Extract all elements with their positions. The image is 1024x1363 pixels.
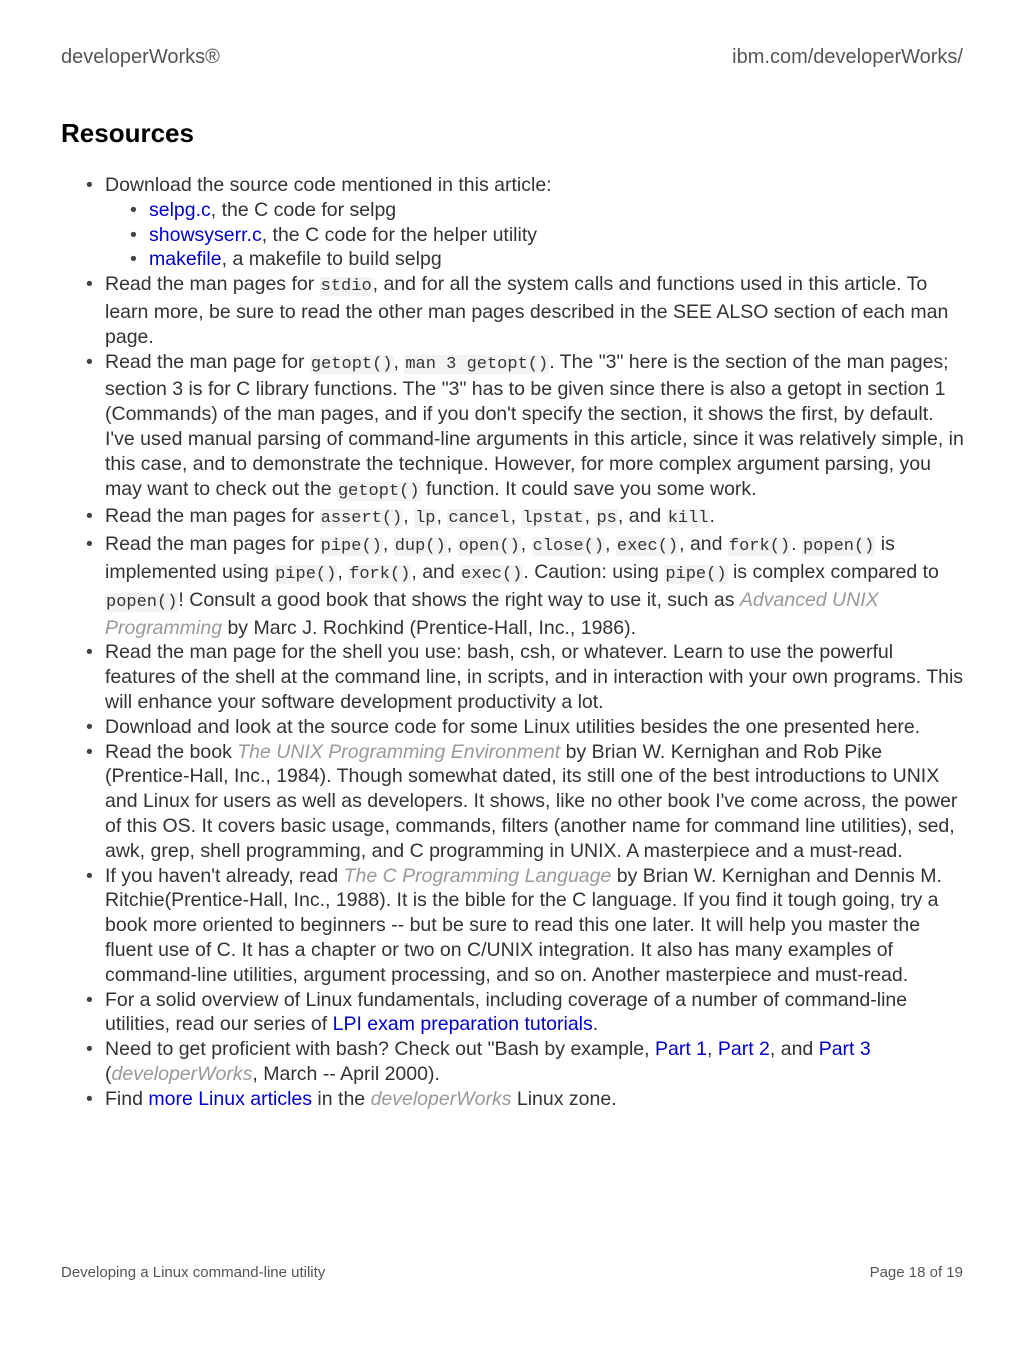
item-text: For a solid overview of Linux fundamentals, including coverage of a number of command-line utilities, read our series of <box>105 988 908 1036</box>
item-text: Need to get proficient with bash? Check out "Bash by example, <box>105 1038 655 1061</box>
item-text: Read the book <box>105 740 238 763</box>
resource-list <box>105 173 965 1111</box>
code-pipe: pipe() <box>665 564 727 584</box>
separator: , <box>446 533 458 556</box>
item-text: Read the man pages for <box>105 505 320 528</box>
file-description: , a makefile to build selpg <box>221 248 442 271</box>
part-2-link[interactable]: Part 2 <box>717 1038 770 1061</box>
item-text: by Marc J. Rochkind (Prentice-Hall, Inc., 1986). <box>222 616 637 639</box>
footer-title: Developing a Linux command-line utility <box>61 1264 326 1281</box>
list-item-bash <box>105 1037 965 1087</box>
code-cancel: cancel <box>448 509 510 529</box>
publication-name: developerWorks <box>370 1087 512 1110</box>
page-header <box>61 46 963 76</box>
list-item-stdio <box>105 272 965 349</box>
file-item <box>149 223 965 248</box>
separator: , <box>520 533 532 556</box>
item-text: Read the man page for <box>105 350 310 373</box>
code-getopt: getopt() <box>337 481 420 501</box>
book-title: The C Programming Language <box>343 864 612 887</box>
code-exec: exec() <box>616 537 679 557</box>
code-open: open() <box>458 537 520 557</box>
item-text: Read the man page for the shell you use: bash, csh, or whatever. Learn to use the powerful features of the shell at the command line, in scripts, and in interaction with your own programs. This will enhance your software development productivity a lot. <box>105 641 964 713</box>
lpi-tutorials-link[interactable]: LPI exam preparation tutorials <box>332 1013 593 1036</box>
item-text: . The "3" here is the section of the man pages; section 3 is for C library functions. The "3" has to be given since there is also a getopt in section 1 (Commands) of the man pages, and if you don't specify the section, it shows the first, by default. I've used manual parsing of command-line arguments in this article, since it was relatively simple, in this case, and to demonstrate the technique. However, for more complex argument parsing, you may want to check out the <box>105 350 964 500</box>
list-item-pipes <box>105 532 965 640</box>
item-text: If you haven't already, read <box>105 864 344 887</box>
item-text: by Brian W. Kernighan and Dennis M. Ritchie(Prentice-Hall, Inc., 1988). It is the bible for the C language. If you find it tough going, try a book more oriented to beginners -- but be sure to read this one later. It will help you master the fluent use of C. It has a chapter or two on C/UNIX integration. It also has many examples of command-line utilities, argument processing, and so on. Another masterpiece and must-read. <box>105 864 942 986</box>
separator: . <box>709 505 715 528</box>
item-text: , and for all the system calls and functions used in this article. To learn more, be sure to read the other man pages described in the SEE ALSO section of each man page. <box>105 273 949 348</box>
separator: . <box>791 533 802 556</box>
selpg-c-link[interactable]: selpg.c <box>149 198 211 221</box>
makefile-link[interactable]: makefile <box>149 248 222 271</box>
list-item-unix-book <box>105 740 965 864</box>
item-text: Read the man pages for <box>105 533 320 556</box>
list-item-shell <box>105 640 965 714</box>
separator: , <box>337 560 349 583</box>
book-title: The UNIX Programming Environment <box>237 740 561 763</box>
item-text: function. It could save you some work. <box>420 477 757 500</box>
separator: , <box>510 505 522 528</box>
item-text: by Brian W. Kernighan and Rob Pike (Prentice-Hall, Inc., 1984). Though somewhat dated, its still one of the best introductions to UNIX and Linux for users as well as developers. It shows, like no other book I've come across, the power of this OS. It covers basic usage, commands, filters (another name for command line utilities), sed, awk, grep, shell programming, and C programming in UNIX. A masterpiece and a must-read. <box>105 740 958 862</box>
item-text: is implemented using <box>105 533 895 583</box>
list-item-commands <box>105 504 965 532</box>
more-linux-articles-link[interactable]: more Linux articles <box>148 1087 313 1110</box>
part-3-link[interactable]: Part 3 <box>818 1038 871 1061</box>
showsyserr-c-link[interactable]: showsyserr.c <box>149 223 262 246</box>
code-pipe: pipe() <box>320 537 382 557</box>
code-assert: assert() <box>320 509 403 529</box>
code-pipe: pipe() <box>275 564 337 584</box>
item-text: . <box>592 1013 599 1036</box>
item-text: ! Consult a good book that shows the right way to use it, such as <box>178 588 740 611</box>
code-fork: fork() <box>349 564 411 584</box>
file-item <box>149 247 965 272</box>
list-item-getopt <box>105 350 965 505</box>
item-text: is complex compared to <box>727 560 939 583</box>
item-text: , March -- April 2000). <box>252 1062 440 1085</box>
separator: , <box>403 505 415 528</box>
item-text: Read the man pages for <box>105 273 320 296</box>
code-stdio: stdio <box>320 277 372 297</box>
code-popen: popen() <box>802 537 875 557</box>
site-url: ibm.com/developerWorks/ <box>732 46 963 68</box>
code-close: close() <box>532 537 605 557</box>
page-number: Page 18 of 19 <box>869 1264 963 1281</box>
list-item-c-book <box>105 864 965 988</box>
separator: , <box>707 1038 718 1061</box>
file-description: , the C code for selpg <box>210 198 397 221</box>
publication-name: developerWorks <box>111 1062 253 1085</box>
brand-name: developerWorks® <box>61 46 220 68</box>
item-text: in the <box>312 1087 371 1110</box>
list-item-more <box>105 1087 965 1112</box>
separator: , <box>584 505 596 528</box>
code-popen: popen() <box>106 592 178 612</box>
item-text: Download and look at the source code for some Linux utilities besides the one presented here. <box>105 715 921 738</box>
separator: , and <box>769 1038 819 1061</box>
code-dup: dup() <box>394 537 446 557</box>
item-text: Download the source code mentioned in this article: <box>105 174 552 196</box>
file-list <box>105 198 965 272</box>
book-title: Advanced UNIX Programming <box>105 588 879 639</box>
code-kill: kill <box>667 509 709 529</box>
separator: ( <box>105 1062 112 1085</box>
separator: , and <box>411 560 461 583</box>
item-text: , <box>393 350 405 373</box>
code-fork: fork() <box>728 537 791 557</box>
separator: , and <box>617 505 667 528</box>
file-description: , the C code for the helper utility <box>261 223 538 246</box>
separator: , <box>436 505 448 528</box>
file-item <box>149 198 965 223</box>
separator: , and <box>679 533 728 556</box>
separator: , <box>605 533 616 556</box>
item-text: . Caution: using <box>523 560 665 583</box>
code-lp: lp <box>415 509 436 529</box>
list-item-lpi <box>105 988 965 1038</box>
code-exec: exec() <box>461 564 523 584</box>
section-title: Resources <box>61 118 194 148</box>
code-lpstat: lpstat <box>522 509 584 529</box>
item-text: Find <box>105 1087 149 1110</box>
part-1-link[interactable]: Part 1 <box>654 1038 708 1061</box>
code-ps: ps <box>596 509 617 529</box>
separator: , <box>382 533 394 556</box>
code-man-getopt: man 3 getopt() <box>405 354 549 374</box>
code-getopt: getopt() <box>310 354 393 374</box>
page-footer <box>61 1264 963 1284</box>
item-text: Linux zone. <box>511 1087 617 1110</box>
list-item-source <box>105 715 965 740</box>
list-item-download <box>105 173 965 272</box>
